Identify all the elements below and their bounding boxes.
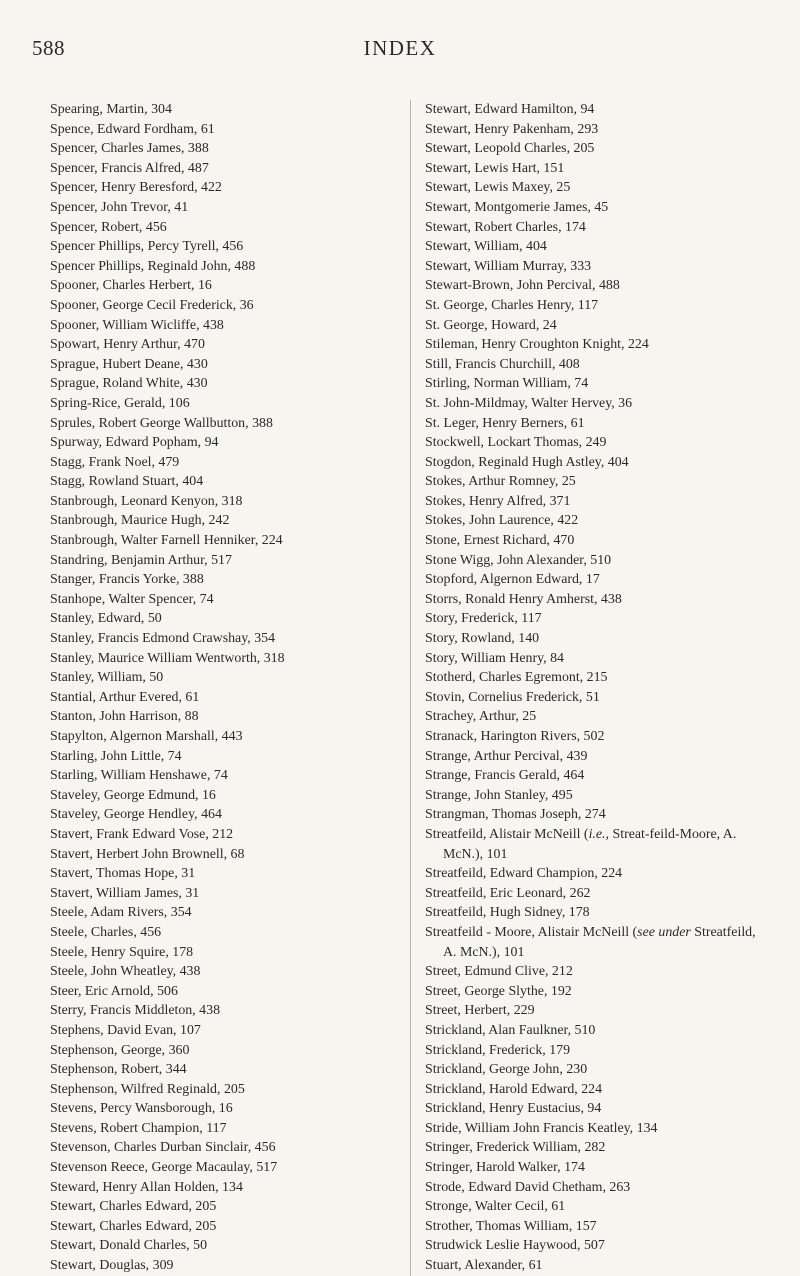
index-entry: Stanley, William, 50: [50, 670, 164, 686]
index-entry: Story, William Henry, 84: [425, 650, 564, 666]
index-entry: Steele, Adam Rivers, 354: [50, 905, 192, 921]
index-entry: Stranack, Harington Rivers, 502: [425, 729, 605, 744]
index-entry: Stanton, John Harrison, 88: [50, 709, 199, 725]
index-entry: Spring-Rice, Gerald, 106: [50, 395, 190, 411]
index-entry: St. George, Howard, 24: [425, 317, 557, 333]
index-entry: Strickland, George John, 230: [425, 1062, 588, 1078]
index-entry: Stockwell, Lockart Thomas, 249: [425, 435, 607, 451]
index-entry: Stephenson, Wilfred Reginald, 205: [50, 1081, 245, 1097]
index-entry: Spencer, John Trevor, 41: [50, 199, 189, 215]
index-entry: Stride, William John Francis Keatley, 134: [425, 1120, 658, 1136]
entry-italic: i.e.,: [588, 826, 610, 842]
index-entry: Stokes, John Laurence, 422: [425, 513, 579, 529]
index-entry: St. George, Charles Henry, 117: [425, 297, 599, 313]
entry-text: Streatfeild - Moore, Alistair McNeill (: [425, 924, 638, 940]
index-entry: Spencer Phillips, Percy Tyrell, 456: [50, 239, 244, 255]
index-entry: Staveley, George Edmund, 16: [50, 787, 216, 803]
index-entry: Stewart, William Murray, 333: [425, 258, 592, 274]
index-entry: Spencer Phillips, Reginald John, 488: [50, 258, 256, 274]
page-header: [0, 36, 800, 64]
index-entry: Strange, Arthur Percival, 439: [425, 748, 588, 764]
index-entry: Spearing, Martin, 304: [50, 102, 172, 117]
index-entry: Sprague, Hubert Deane, 430: [50, 356, 208, 372]
index-entry: Strickland, Henry Eustacius, 94: [425, 1101, 602, 1117]
index-entry: Stephens, David Evan, 107: [50, 1022, 201, 1038]
index-entry: Stanley, Francis Edmond Crawshay, 354: [50, 631, 276, 647]
index-entry: Stokes, Henry Alfred, 371: [425, 493, 571, 509]
index-entry: Stewart, William, 404: [425, 239, 547, 255]
index-entry: Stanley, Maurice William Wentworth, 318: [50, 650, 285, 666]
index-entry: Streatfeild, Eric Leonard, 262: [425, 885, 591, 901]
index-entry: Steele, Henry Squire, 178: [50, 944, 194, 960]
index-entry: Stogdon, Reginald Hugh Astley, 404: [425, 454, 629, 470]
index-entry: St. John-Mildmay, Walter Hervey, 36: [425, 395, 633, 411]
index-entry: Stringer, Harold Walker, 174: [425, 1160, 585, 1176]
index-entry: Stewart, Lewis Hart, 151: [425, 160, 565, 176]
index-entry: Stuart, Alexander, 61: [425, 1258, 543, 1274]
index-entry-streatfeild-alistair: [425, 825, 767, 864]
index-entry: Spowart, Henry Arthur, 470: [50, 337, 205, 353]
index-entry: Stanbrough, Leonard Kenyon, 318: [50, 493, 243, 509]
index-entry: Sprague, Roland White, 430: [50, 376, 208, 392]
index-entry: Staveley, George Hendley, 464: [50, 807, 222, 823]
index-entry: Spencer, Henry Beresford, 422: [50, 180, 222, 196]
page-number: 588: [32, 36, 65, 60]
index-entry: Stagg, Rowland Stuart, 404: [50, 474, 204, 490]
index-entry: Spencer, Charles James, 388: [50, 141, 209, 157]
index-entry: Stotherd, Charles Egremont, 215: [425, 670, 608, 686]
index-entry: Stewart, Robert Charles, 174: [425, 219, 586, 235]
index-entry: Stewart, Leopold Charles, 205: [425, 141, 595, 157]
index-entry: Steer, Eric Arnold, 506: [50, 983, 178, 999]
index-entry: Stavert, Frank Edward Vose, 212: [50, 826, 234, 842]
index-entry: Stevenson, Charles Durban Sinclair, 456: [50, 1140, 276, 1156]
index-entry: Spooner, William Wicliffe, 438: [50, 317, 224, 333]
index-entry: Story, Frederick, 117: [425, 611, 542, 627]
index-entry: Stewart, Donald Charles, 50: [50, 1238, 208, 1254]
index-entry: St. Leger, Henry Berners, 61: [425, 415, 585, 431]
index-entry: Spooner, George Cecil Frederick, 36: [50, 297, 254, 313]
index-entry: Strode, Edward David Chetham, 263: [425, 1179, 631, 1195]
index-entry: Spooner, Charles Herbert, 16: [50, 278, 212, 294]
index-entry: Stanley, Edward, 50: [50, 611, 162, 627]
index-entry: Strother, Thomas William, 157: [425, 1218, 597, 1234]
entry-italic: see under: [637, 924, 691, 940]
index-entry: Strangman, Thomas Joseph, 274: [425, 807, 606, 823]
index-entry: Stanbrough, Walter Farnell Henniker, 224: [50, 533, 283, 549]
index-entry: Stone, Ernest Richard, 470: [425, 533, 575, 549]
index-entry: Streatfeild, Edward Champion, 224: [425, 866, 623, 882]
index-column-right: [410, 100, 767, 1276]
index-entry: Spurway, Edward Popham, 94: [50, 435, 219, 451]
index-entry: Stapylton, Algernon Marshall, 443: [50, 729, 243, 744]
index-entry: Stokes, Arthur Romney, 25: [425, 474, 576, 490]
index-entry: Stewart, Charles Edward, 205: [50, 1218, 217, 1234]
index-entry: Stewart-Brown, John Percival, 488: [425, 278, 620, 294]
index-entry: Sprules, Robert George Wallbutton, 388: [50, 415, 273, 431]
index-entry: Street, George Slythe, 192: [425, 983, 572, 999]
index-entry: Starling, John Little, 74: [50, 748, 182, 764]
index-entry: Stanger, Francis Yorke, 388: [50, 572, 204, 588]
index-entry: Stewart, Charles Edward, 205: [50, 1199, 217, 1215]
index-entry: Stone Wigg, John Alexander, 510: [425, 552, 612, 568]
index-entry: Strickland, Alan Faulkner, 510: [425, 1022, 596, 1038]
index-entry: Street, Edmund Clive, 212: [425, 964, 573, 980]
index-entry: Stephenson, Robert, 344: [50, 1062, 187, 1078]
index-entry: Storrs, Ronald Henry Amherst, 438: [425, 591, 622, 607]
index-entry: Steele, John Wheatley, 438: [50, 964, 201, 980]
index-entry: Sterry, Francis Middleton, 438: [50, 1003, 221, 1019]
index-entry: Starling, William Henshawe, 74: [50, 768, 228, 784]
index-entry: Stronge, Walter Cecil, 61: [425, 1199, 566, 1215]
index-entry: Steward, Henry Allan Holden, 134: [50, 1179, 243, 1195]
index-entry: Stovin, Cornelius Frederick, 51: [425, 689, 600, 705]
index-entry: Stavert, Thomas Hope, 31: [50, 866, 196, 882]
index-entry: Strachey, Arthur, 25: [425, 709, 537, 725]
index-entry: Stevens, Percy Wansborough, 16: [50, 1101, 233, 1117]
index-entry: Stagg, Frank Noel, 479: [50, 454, 180, 470]
entry-text: Streat-feild-Moore, A. McN.), 101: [443, 826, 737, 862]
index-entry: Stantial, Arthur Evered, 61: [50, 689, 200, 705]
index-entry: Stephenson, George, 360: [50, 1042, 190, 1058]
index-entry: Strickland, Frederick, 179: [425, 1042, 571, 1058]
index-entry: Stirling, Norman William, 74: [425, 376, 589, 392]
page-title: INDEX: [363, 36, 437, 60]
index-entry: Stanhope, Walter Spencer, 74: [50, 591, 214, 607]
entry-text: Streatfeild, Alistair McNeill (: [425, 826, 589, 842]
index-entry: Strickland, Harold Edward, 224: [425, 1081, 603, 1097]
index-entry: Stanbrough, Maurice Hugh, 242: [50, 513, 230, 529]
entry-text: Streatfeild, A. McN.), 101: [443, 924, 756, 960]
index-entry: Stewart, Montgomerie James, 45: [425, 199, 609, 215]
index-entry: Stewart, Lewis Maxey, 25: [425, 180, 571, 196]
index-entry: Stileman, Henry Croughton Knight, 224: [425, 337, 649, 353]
index-entry: Strudwick Leslie Haywood, 507: [425, 1238, 605, 1254]
index-entry-streatfeild-moore: [425, 923, 767, 962]
index-entry: Spence, Edward Fordham, 61: [50, 121, 215, 137]
index-entry: Spencer, Robert, 456: [50, 219, 167, 235]
index-entry: Stevenson Reece, George Macaulay, 517: [50, 1160, 278, 1176]
index-column-left: [50, 100, 400, 1276]
index-entry: Stevens, Robert Champion, 117: [50, 1120, 227, 1136]
index-entry: Standring, Benjamin Arthur, 517: [50, 552, 232, 568]
index-entry: Stewart, Douglas, 309: [50, 1258, 174, 1274]
index-entry: Stavert, Herbert John Brownell, 68: [50, 846, 245, 862]
index-entry: Stewart, Henry Pakenham, 293: [425, 121, 599, 137]
index-entry: Stringer, Frederick William, 282: [425, 1140, 606, 1156]
index-entry: Streatfeild, Hugh Sidney, 178: [425, 905, 590, 921]
index-entry: Strange, Francis Gerald, 464: [425, 768, 585, 784]
index-entry: Spencer, Francis Alfred, 487: [50, 160, 209, 176]
index-body: [50, 100, 770, 1274]
index-entry: Stavert, William James, 31: [50, 885, 200, 901]
index-entry: Story, Rowland, 140: [425, 631, 540, 647]
index-entry: Strange, John Stanley, 495: [425, 787, 573, 803]
index-entry: Street, Herbert, 229: [425, 1003, 535, 1019]
index-entry: Still, Francis Churchill, 408: [425, 356, 580, 372]
index-entry: Stopford, Algernon Edward, 17: [425, 572, 600, 588]
index-entry: Steele, Charles, 456: [50, 924, 162, 940]
index-entry: Stewart, Edward Hamilton, 94: [425, 102, 595, 117]
